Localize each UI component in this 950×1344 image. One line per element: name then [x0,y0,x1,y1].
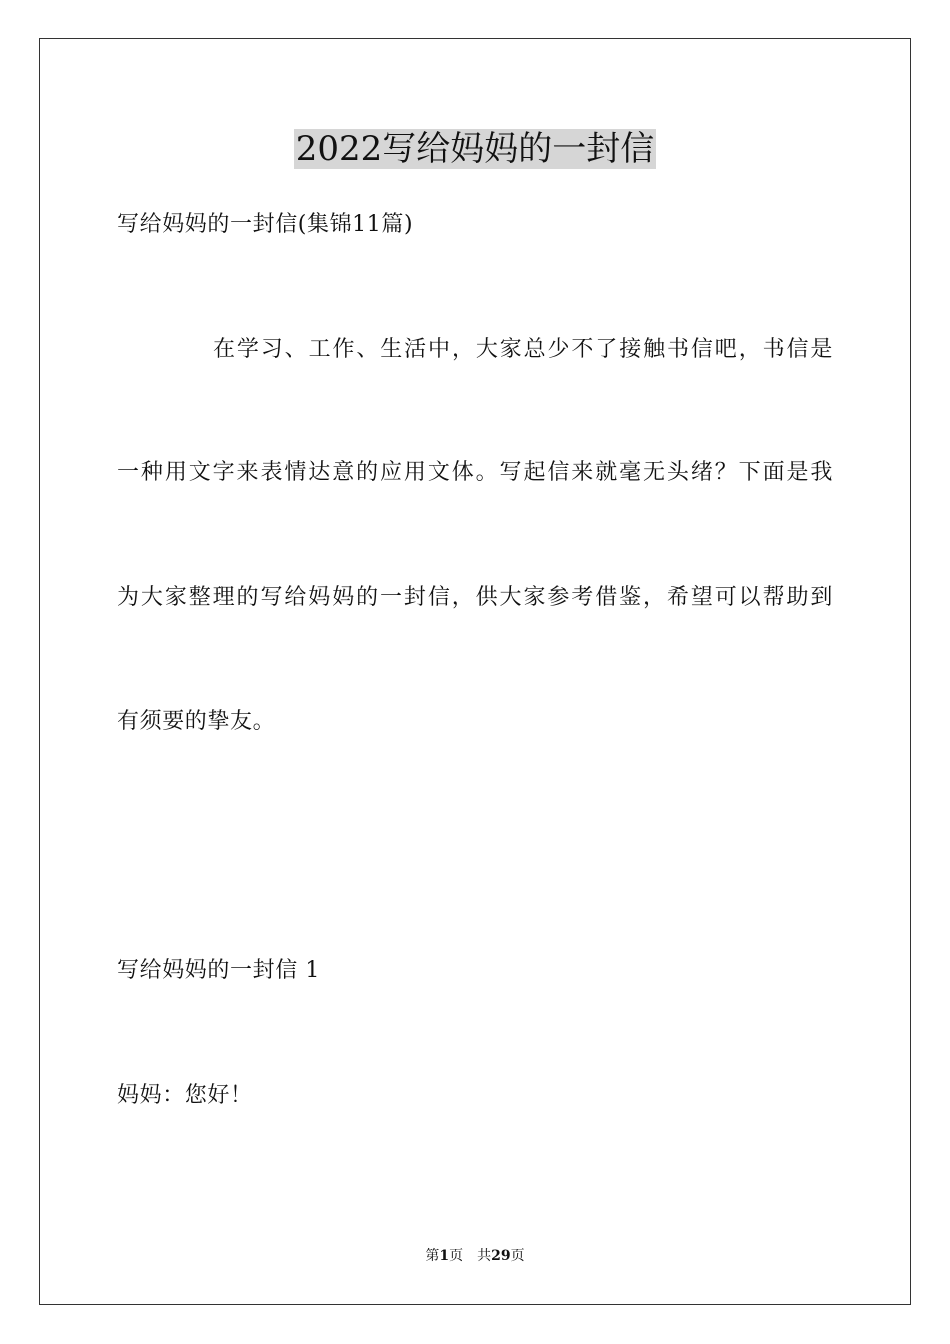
footer-total-pages: 29 [491,1248,511,1264]
footer-total-prefix: 共 [477,1248,492,1264]
section-heading: 写给妈妈的一封信 1 [117,958,320,983]
intro-line-3: 为大家整理的写给妈妈的一封信，供大家参考借鉴，希望可以帮助到 [117,585,833,610]
intro-line-1: 在学习、工作、生活中，大家总少不了接触书信吧，书信是 [213,337,833,362]
footer-page-prefix: 第 [425,1248,440,1264]
footer-page-suffix: 页 [449,1248,464,1264]
intro-line-4: 有须要的挚友。 [117,709,276,734]
document-title-text: 2022写给妈妈的一封信 [295,129,655,169]
document-subtitle: 写给妈妈的一封信(集锦11篇) [117,212,414,237]
page-footer [0,1246,950,1266]
footer-page-number: 1 [439,1248,450,1264]
intro-line-2: 一种用文字来表情达意的应用文体。写起信来就毫无头绪？下面是我 [117,460,833,485]
letter-greeting: 妈妈：您好！ [117,1083,253,1108]
document-title [0,128,950,170]
footer-total-suffix: 页 [510,1248,525,1264]
